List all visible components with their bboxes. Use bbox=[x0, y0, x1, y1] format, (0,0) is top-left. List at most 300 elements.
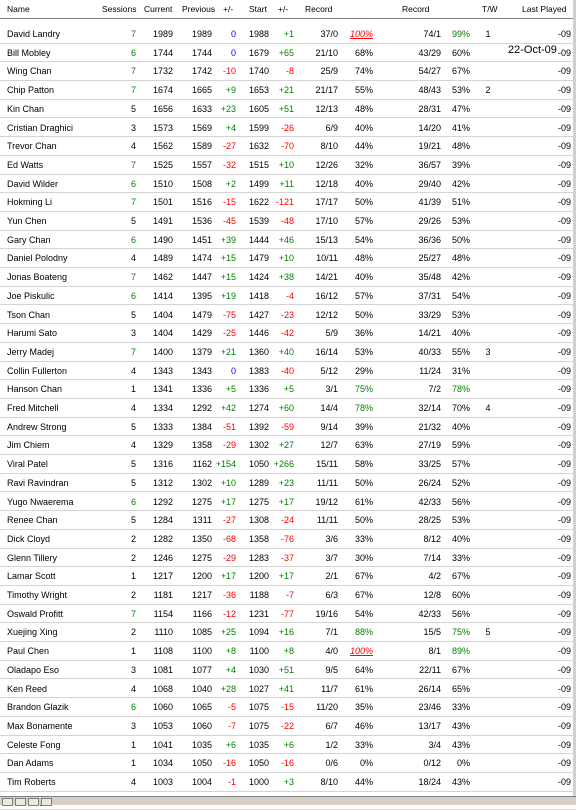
cell-record2[interactable]: 48/43 bbox=[418, 85, 441, 96]
cell-sessions[interactable]: 4 bbox=[130, 403, 136, 413]
cell-start[interactable]: 1283 bbox=[248, 552, 269, 563]
cell-pct1[interactable]: 44% bbox=[354, 777, 373, 787]
cell-pct2[interactable]: 55% bbox=[451, 346, 470, 357]
cell-last-played[interactable]: -09 bbox=[557, 346, 571, 357]
cell-diff1[interactable]: 0 bbox=[230, 47, 236, 58]
cell-record2[interactable]: 42/33 bbox=[418, 496, 441, 507]
cell-pct1[interactable]: 40% bbox=[354, 272, 373, 283]
date-cell[interactable]: 22-Oct-09 bbox=[508, 44, 557, 56]
cell-current[interactable]: 1490 bbox=[152, 234, 173, 245]
cell-record1[interactable]: 11/11 bbox=[316, 477, 338, 488]
cell-sessions[interactable]: 4 bbox=[130, 440, 136, 451]
cell-diff2[interactable]: -76 bbox=[280, 533, 294, 544]
cell-tw[interactable]: 3 bbox=[485, 346, 491, 357]
cell-name[interactable]: Oladapo Eso bbox=[7, 664, 60, 675]
cell-previous[interactable]: 1077 bbox=[191, 664, 212, 675]
cell-start[interactable]: 1358 bbox=[248, 533, 269, 544]
cell-pct1[interactable]: 36% bbox=[354, 328, 373, 339]
cell-name[interactable]: Max Bonamente bbox=[7, 720, 73, 731]
cell-pct2[interactable]: 33% bbox=[451, 702, 470, 713]
cell-diff1[interactable]: -1 bbox=[227, 777, 236, 787]
cell-diff1[interactable]: -27 bbox=[222, 141, 236, 152]
cell-pct1[interactable]: 67% bbox=[354, 590, 373, 600]
cell-pct2[interactable]: 54% bbox=[451, 290, 470, 301]
cell-sessions[interactable]: 5 bbox=[130, 309, 136, 320]
cell-start[interactable]: 1499 bbox=[248, 178, 269, 189]
cell-start[interactable]: 1231 bbox=[248, 608, 269, 619]
cell-start[interactable]: 1030 bbox=[248, 664, 269, 675]
cell-sessions[interactable]: 2 bbox=[130, 552, 136, 563]
cell-diff1[interactable]: +39 bbox=[220, 234, 236, 245]
cell-last-played[interactable]: -09 bbox=[557, 552, 571, 563]
cell-previous[interactable]: 1516 bbox=[191, 197, 212, 208]
cell-pct2[interactable]: 42% bbox=[451, 178, 470, 189]
cell-pct1[interactable]: 30% bbox=[354, 552, 373, 563]
cell-last-played[interactable]: -09 bbox=[557, 216, 571, 226]
cell-start[interactable]: 1444 bbox=[248, 234, 269, 245]
cell-diff1[interactable]: +19 bbox=[220, 290, 236, 301]
cell-diff2[interactable]: +23 bbox=[278, 477, 294, 488]
cell-previous[interactable]: 1395 bbox=[191, 290, 212, 301]
cell-pct2[interactable]: 56% bbox=[451, 608, 470, 619]
cell-last-played[interactable]: -09 bbox=[557, 646, 571, 657]
cell-record1[interactable]: 9/5 bbox=[325, 664, 338, 675]
cell-pct2[interactable]: 50% bbox=[451, 234, 470, 245]
cell-current[interactable]: 1343 bbox=[152, 365, 173, 376]
cell-name[interactable]: Chip Patton bbox=[7, 85, 55, 96]
cell-diff2[interactable]: -59 bbox=[280, 421, 294, 432]
cell-current[interactable]: 1491 bbox=[152, 216, 173, 226]
cell-sessions[interactable]: 6 bbox=[130, 234, 136, 245]
cell-diff1[interactable]: -15 bbox=[222, 197, 236, 208]
cell-name[interactable]: Jerry Madej bbox=[7, 346, 55, 357]
cell-pct2[interactable]: 60% bbox=[451, 590, 470, 600]
cell-diff2[interactable]: +38 bbox=[278, 272, 294, 283]
cell-record2[interactable]: 33/29 bbox=[418, 309, 441, 320]
cell-name[interactable]: Gary Chan bbox=[7, 234, 51, 245]
cell-diff1[interactable]: -75 bbox=[222, 309, 236, 320]
cell-pct2[interactable]: 53% bbox=[451, 309, 470, 320]
cell-pct2[interactable]: 75% bbox=[451, 627, 470, 638]
cell-previous[interactable]: 1742 bbox=[191, 66, 212, 77]
cell-name[interactable]: Celeste Fong bbox=[7, 739, 61, 750]
cell-current[interactable]: 1732 bbox=[152, 66, 173, 77]
cell-last-played[interactable]: -09 bbox=[557, 496, 571, 507]
cell-sessions[interactable]: 7 bbox=[130, 85, 136, 96]
cell-record1[interactable]: 6/9 bbox=[325, 122, 338, 133]
cell-diff2[interactable]: +65 bbox=[278, 47, 294, 58]
cell-record1[interactable]: 12/7 bbox=[320, 440, 338, 451]
cell-current[interactable]: 1154 bbox=[153, 608, 173, 619]
cell-pct1[interactable]: 33% bbox=[354, 739, 373, 750]
cell-diff2[interactable]: -121 bbox=[275, 197, 294, 208]
cell-diff2[interactable]: +17 bbox=[278, 496, 294, 507]
cell-diff1[interactable]: +4 bbox=[225, 122, 236, 133]
cell-diff2[interactable]: +16 bbox=[278, 627, 294, 638]
cell-pct1[interactable]: 61% bbox=[354, 496, 373, 507]
cell-pct2[interactable]: 57% bbox=[451, 459, 470, 470]
cell-pct2[interactable]: 99% bbox=[451, 29, 470, 39]
cell-sessions[interactable]: 5 bbox=[130, 515, 136, 526]
cell-name[interactable]: Jim Chiem bbox=[7, 440, 50, 451]
cell-start[interactable]: 1100 bbox=[249, 646, 269, 657]
cell-previous[interactable]: 1292 bbox=[191, 403, 212, 413]
cell-current[interactable]: 1462 bbox=[152, 272, 173, 283]
cell-current[interactable]: 1034 bbox=[152, 758, 173, 769]
cell-sessions[interactable]: 2 bbox=[130, 627, 136, 638]
cell-diff2[interactable]: -77 bbox=[280, 608, 294, 619]
cell-start[interactable]: 1418 bbox=[248, 290, 269, 301]
cell-record2[interactable]: 4/2 bbox=[428, 571, 441, 582]
cell-record2[interactable]: 25/27 bbox=[418, 253, 441, 264]
cell-name[interactable]: Oswald Profitt bbox=[7, 608, 64, 619]
cell-diff1[interactable]: +15 bbox=[220, 253, 236, 264]
cell-pct1[interactable]: 67% bbox=[354, 571, 373, 582]
cell-sessions[interactable]: 4 bbox=[130, 365, 136, 376]
cell-diff2[interactable]: -16 bbox=[280, 758, 294, 769]
cell-pct1[interactable]: 58% bbox=[354, 459, 373, 470]
cell-sessions[interactable]: 2 bbox=[130, 533, 136, 544]
cell-diff2[interactable]: +41 bbox=[278, 683, 294, 694]
cell-diff2[interactable]: +60 bbox=[278, 403, 294, 413]
cell-record1[interactable]: 16/12 bbox=[315, 290, 338, 301]
cell-pct2[interactable]: 0% bbox=[456, 758, 470, 769]
cell-record2[interactable]: 19/21 bbox=[418, 141, 441, 152]
cell-start[interactable]: 1622 bbox=[248, 197, 269, 208]
cell-start[interactable]: 1275 bbox=[248, 496, 269, 507]
cell-start[interactable]: 1740 bbox=[248, 66, 269, 77]
cell-last-played[interactable]: -09 bbox=[557, 103, 571, 114]
cell-record2[interactable]: 12/8 bbox=[423, 590, 441, 600]
cell-pct1[interactable]: 64% bbox=[354, 664, 373, 675]
cell-name[interactable]: Hanson Chan bbox=[7, 384, 63, 395]
cell-pct2[interactable]: 53% bbox=[451, 216, 470, 226]
cell-start[interactable]: 1427 bbox=[248, 309, 269, 320]
cell-pct1[interactable]: 0% bbox=[359, 758, 373, 769]
cell-previous[interactable]: 1040 bbox=[191, 683, 212, 694]
cell-sessions[interactable]: 7 bbox=[130, 272, 136, 283]
cell-sessions[interactable]: 7 bbox=[130, 29, 136, 39]
cell-start[interactable]: 1988 bbox=[248, 29, 269, 39]
cell-diff1[interactable]: -45 bbox=[222, 216, 236, 226]
cell-record2[interactable]: 15/5 bbox=[423, 627, 441, 638]
cell-start[interactable]: 1000 bbox=[248, 777, 269, 787]
cell-record1[interactable]: 2/1 bbox=[325, 571, 338, 582]
cell-record2[interactable]: 36/57 bbox=[418, 159, 441, 170]
cell-diff1[interactable]: +28 bbox=[220, 683, 236, 694]
cell-diff2[interactable]: -24 bbox=[280, 515, 294, 526]
cell-pct2[interactable]: 40% bbox=[451, 533, 470, 544]
cell-pct2[interactable]: 40% bbox=[451, 421, 470, 432]
cell-last-played[interactable]: -09 bbox=[557, 85, 571, 96]
cell-diff2[interactable]: +17 bbox=[278, 571, 294, 582]
cell-current[interactable]: 1081 bbox=[152, 664, 173, 675]
cell-previous[interactable]: 1311 bbox=[192, 515, 212, 526]
cell-start[interactable]: 1035 bbox=[248, 739, 269, 750]
cell-record2[interactable]: 11/24 bbox=[419, 365, 441, 376]
cell-start[interactable]: 1308 bbox=[248, 515, 269, 526]
cell-start[interactable]: 1302 bbox=[248, 440, 269, 451]
cell-tw[interactable]: 1 bbox=[485, 29, 491, 39]
cell-sessions[interactable]: 7 bbox=[130, 608, 136, 619]
cell-diff1[interactable]: 0 bbox=[230, 29, 236, 39]
cell-last-played[interactable]: -09 bbox=[557, 440, 571, 451]
cell-diff1[interactable]: -29 bbox=[222, 440, 236, 451]
cell-start[interactable]: 1360 bbox=[248, 346, 269, 357]
cell-name[interactable]: Renee Chan bbox=[7, 515, 58, 526]
cell-pct1[interactable]: 88% bbox=[354, 627, 373, 638]
cell-diff2[interactable]: -4 bbox=[285, 290, 294, 301]
cell-record1[interactable]: 8/10 bbox=[320, 777, 338, 787]
cell-last-played[interactable]: -09 bbox=[557, 664, 571, 675]
cell-name[interactable]: Daniel Polodny bbox=[7, 253, 68, 264]
cell-previous[interactable]: 1589 bbox=[191, 141, 212, 152]
cell-current[interactable]: 1108 bbox=[153, 646, 173, 657]
cell-start[interactable]: 1392 bbox=[248, 421, 269, 432]
cell-record2[interactable]: 28/31 bbox=[418, 103, 441, 114]
cell-previous[interactable]: 1065 bbox=[191, 702, 212, 713]
cell-sessions[interactable]: 4 bbox=[130, 253, 136, 264]
cell-sessions[interactable]: 1 bbox=[130, 646, 136, 657]
cell-name[interactable]: Bill Mobley bbox=[7, 47, 51, 58]
cell-name[interactable]: Tson Chan bbox=[7, 309, 51, 320]
cell-record2[interactable]: 22/11 bbox=[419, 664, 441, 675]
cell-previous[interactable]: 1569 bbox=[191, 122, 212, 133]
cell-name[interactable]: Cristian Draghici bbox=[7, 122, 74, 133]
cell-last-played[interactable]: -09 bbox=[557, 234, 571, 245]
cell-previous[interactable]: 1162 bbox=[192, 459, 212, 470]
cell-diff1[interactable]: -27 bbox=[222, 515, 236, 526]
cell-sessions[interactable]: 1 bbox=[130, 384, 136, 395]
cell-diff2[interactable]: -7 bbox=[285, 590, 294, 600]
cell-previous[interactable]: 1275 bbox=[191, 496, 212, 507]
cell-record1[interactable]: 8/10 bbox=[320, 141, 338, 152]
cell-record2[interactable]: 14/20 bbox=[418, 122, 441, 133]
cell-diff2[interactable]: -48 bbox=[280, 216, 294, 226]
cell-diff2[interactable]: +27 bbox=[278, 440, 294, 451]
cell-record2[interactable]: 37/31 bbox=[418, 290, 441, 301]
cell-previous[interactable]: 1479 bbox=[191, 309, 212, 320]
cell-pct1[interactable]: 46% bbox=[354, 720, 373, 731]
cell-current[interactable]: 1744 bbox=[152, 47, 173, 58]
cell-sessions[interactable]: 1 bbox=[130, 758, 136, 769]
cell-record1[interactable]: 3/1 bbox=[325, 384, 338, 395]
cell-diff1[interactable]: -36 bbox=[222, 590, 236, 600]
cell-last-played[interactable]: -09 bbox=[557, 459, 571, 470]
cell-start[interactable]: 1289 bbox=[248, 477, 269, 488]
cell-record2[interactable]: 36/36 bbox=[418, 234, 441, 245]
cell-last-played[interactable]: -09 bbox=[557, 515, 571, 526]
cell-record1[interactable]: 19/16 bbox=[315, 608, 338, 619]
cell-record2[interactable]: 40/33 bbox=[418, 346, 441, 357]
cell-name[interactable]: Paul Chen bbox=[7, 646, 50, 657]
cell-current[interactable]: 1246 bbox=[152, 552, 173, 563]
cell-previous[interactable]: 1343 bbox=[191, 365, 212, 376]
cell-previous[interactable]: 1275 bbox=[191, 552, 212, 563]
cell-pct2[interactable]: 31% bbox=[451, 365, 470, 376]
cell-record1[interactable]: 12/12 bbox=[315, 309, 338, 320]
cell-sessions[interactable]: 4 bbox=[130, 777, 136, 787]
cell-pct2[interactable]: 67% bbox=[451, 664, 470, 675]
cell-diff1[interactable]: +42 bbox=[220, 403, 236, 413]
cell-name[interactable]: Timothy Wright bbox=[7, 590, 68, 600]
cell-tw[interactable]: 5 bbox=[485, 627, 491, 638]
next-sheet-button[interactable] bbox=[28, 798, 39, 806]
cell-previous[interactable]: 1633 bbox=[191, 103, 212, 114]
cell-last-played[interactable]: -09 bbox=[557, 720, 571, 731]
cell-current[interactable]: 1989 bbox=[152, 29, 173, 39]
cell-pct1[interactable]: 40% bbox=[354, 178, 373, 189]
cell-diff2[interactable]: -40 bbox=[280, 365, 294, 376]
cell-pct2[interactable]: 39% bbox=[451, 159, 470, 170]
cell-name[interactable]: Trevor Chan bbox=[7, 141, 57, 152]
cell-diff2[interactable]: +10 bbox=[278, 253, 294, 264]
cell-diff2[interactable]: +46 bbox=[278, 234, 294, 245]
cell-sessions[interactable]: 5 bbox=[130, 459, 136, 470]
cell-record2[interactable]: 42/33 bbox=[418, 608, 441, 619]
cell-current[interactable]: 1292 bbox=[152, 496, 173, 507]
cell-diff2[interactable]: +5 bbox=[283, 384, 294, 395]
cell-current[interactable]: 1656 bbox=[152, 103, 173, 114]
cell-sessions[interactable]: 3 bbox=[130, 122, 136, 133]
cell-name[interactable]: Brandon Glazik bbox=[7, 702, 69, 713]
cell-pct2[interactable]: 70% bbox=[451, 403, 470, 413]
cell-diff1[interactable]: +2 bbox=[225, 178, 236, 189]
cell-name[interactable]: Dick Cloyd bbox=[7, 533, 51, 544]
cell-record1[interactable]: 17/17 bbox=[315, 197, 338, 208]
cell-name[interactable]: Yun Chen bbox=[7, 216, 47, 226]
cell-last-played[interactable]: -09 bbox=[557, 253, 571, 264]
cell-current[interactable]: 1181 bbox=[153, 590, 173, 600]
cell-start[interactable]: 1424 bbox=[248, 272, 269, 283]
cell-pct2[interactable]: 65% bbox=[451, 683, 470, 694]
cell-diff1[interactable]: +5 bbox=[225, 384, 236, 395]
cell-previous[interactable]: 1217 bbox=[191, 590, 212, 600]
cell-record1[interactable]: 17/10 bbox=[315, 216, 338, 226]
cell-pct1[interactable]: 53% bbox=[354, 346, 373, 357]
cell-pct2[interactable]: 52% bbox=[451, 477, 470, 488]
cell-name[interactable]: Wing Chan bbox=[7, 66, 52, 77]
cell-diff2[interactable]: +10 bbox=[278, 159, 294, 170]
cell-diff2[interactable]: -42 bbox=[280, 328, 294, 339]
cell-diff2[interactable]: +11 bbox=[279, 178, 294, 189]
cell-current[interactable]: 1510 bbox=[152, 178, 173, 189]
cell-previous[interactable]: 1429 bbox=[191, 328, 212, 339]
cell-record1[interactable]: 12/13 bbox=[315, 103, 338, 114]
cell-diff1[interactable]: -29 bbox=[222, 552, 236, 563]
cell-name[interactable]: Collin Fullerton bbox=[7, 365, 68, 376]
cell-diff1[interactable]: +6 bbox=[225, 739, 236, 750]
cell-diff2[interactable]: -22 bbox=[280, 720, 294, 731]
cell-start[interactable]: 1515 bbox=[248, 159, 269, 170]
cell-sessions[interactable]: 5 bbox=[130, 421, 136, 432]
cell-record1[interactable]: 12/18 bbox=[315, 178, 338, 189]
cell-current[interactable]: 1333 bbox=[152, 421, 173, 432]
cell-name[interactable]: David Wilder bbox=[7, 178, 59, 189]
cell-last-played[interactable]: -09 bbox=[557, 159, 571, 170]
cell-previous[interactable]: 1004 bbox=[191, 777, 212, 787]
cell-previous[interactable]: 1166 bbox=[192, 608, 212, 619]
cell-record2[interactable]: 27/19 bbox=[418, 440, 441, 451]
cell-current[interactable]: 1341 bbox=[152, 384, 173, 395]
cell-diff1[interactable]: +8 bbox=[225, 646, 236, 657]
cell-record2[interactable]: 13/17 bbox=[418, 720, 441, 731]
cell-pct1[interactable]: 61% bbox=[354, 683, 373, 694]
cell-record1[interactable]: 6/7 bbox=[325, 720, 338, 731]
cell-current[interactable]: 1060 bbox=[152, 702, 173, 713]
cell-record1[interactable]: 5/9 bbox=[325, 328, 338, 339]
cell-record1[interactable]: 6/3 bbox=[325, 590, 338, 600]
cell-previous[interactable]: 1989 bbox=[191, 29, 212, 39]
cell-last-played[interactable]: -09 bbox=[557, 590, 571, 600]
cell-previous[interactable]: 1060 bbox=[191, 720, 212, 731]
cell-start[interactable]: 1200 bbox=[248, 571, 269, 582]
cell-current[interactable]: 1334 bbox=[152, 403, 173, 413]
cell-current[interactable]: 1525 bbox=[152, 159, 173, 170]
cell-pct2[interactable]: 43% bbox=[451, 777, 470, 787]
cell-diff1[interactable]: -16 bbox=[222, 758, 236, 769]
cell-record1[interactable]: 15/11 bbox=[316, 459, 338, 470]
cell-pct1[interactable]: 33% bbox=[354, 533, 373, 544]
cell-last-played[interactable]: -09 bbox=[557, 683, 571, 694]
cell-last-played[interactable]: -09 bbox=[557, 702, 571, 713]
cell-last-played[interactable]: -09 bbox=[557, 178, 571, 189]
cell-last-played[interactable]: -09 bbox=[557, 627, 571, 638]
cell-previous[interactable]: 1384 bbox=[191, 421, 212, 432]
cell-record1[interactable]: 21/10 bbox=[315, 47, 338, 58]
cell-record2[interactable]: 7/14 bbox=[423, 552, 441, 563]
cell-record2[interactable]: 0/12 bbox=[423, 758, 441, 769]
cell-sessions[interactable]: 6 bbox=[130, 290, 136, 301]
cell-last-played[interactable]: -09 bbox=[557, 290, 571, 301]
cell-sessions[interactable]: 7 bbox=[130, 159, 136, 170]
cell-record2[interactable]: 33/25 bbox=[418, 459, 441, 470]
cell-sessions[interactable]: 6 bbox=[130, 47, 136, 58]
cell-record1[interactable]: 0/6 bbox=[325, 758, 338, 769]
cell-record2[interactable]: 41/39 bbox=[418, 197, 441, 208]
cell-record1[interactable]: 9/14 bbox=[320, 421, 338, 432]
cell-pct1[interactable]: 54% bbox=[354, 608, 373, 619]
cell-pct2[interactable]: 48% bbox=[451, 253, 470, 264]
cell-start[interactable]: 1539 bbox=[248, 216, 269, 226]
prev-sheet-button[interactable] bbox=[15, 798, 26, 806]
cell-current[interactable]: 1329 bbox=[152, 440, 173, 451]
cell-current[interactable]: 1316 bbox=[152, 459, 173, 470]
cell-previous[interactable]: 1665 bbox=[191, 85, 212, 96]
cell-sessions[interactable]: 3 bbox=[130, 328, 136, 339]
cell-previous[interactable]: 1447 bbox=[191, 272, 212, 283]
cell-pct1[interactable]: 100% bbox=[349, 29, 373, 39]
cell-last-played[interactable]: -09 bbox=[557, 533, 571, 544]
cell-start[interactable]: 1274 bbox=[248, 403, 269, 413]
cell-diff1[interactable]: 0 bbox=[230, 365, 236, 376]
cell-previous[interactable]: 1536 bbox=[191, 216, 212, 226]
cell-pct1[interactable]: 100% bbox=[349, 646, 373, 657]
cell-name[interactable]: Andrew Strong bbox=[7, 421, 67, 432]
cell-pct1[interactable]: 68% bbox=[354, 47, 373, 58]
cell-previous[interactable]: 1085 bbox=[191, 627, 212, 638]
cell-name[interactable]: Ken Reed bbox=[7, 683, 48, 694]
cell-name[interactable]: Jonas Boateng bbox=[7, 272, 68, 283]
cell-pct2[interactable]: 47% bbox=[451, 103, 470, 114]
cell-record2[interactable]: 74/1 bbox=[423, 29, 441, 39]
cell-name[interactable]: Viral Patel bbox=[7, 459, 48, 470]
cell-pct1[interactable]: 29% bbox=[354, 365, 373, 376]
cell-name[interactable]: Ed Watts bbox=[7, 159, 44, 170]
cell-pct1[interactable]: 55% bbox=[354, 85, 373, 96]
cell-current[interactable]: 1068 bbox=[152, 683, 173, 694]
cell-record1[interactable]: 11/7 bbox=[321, 683, 338, 694]
